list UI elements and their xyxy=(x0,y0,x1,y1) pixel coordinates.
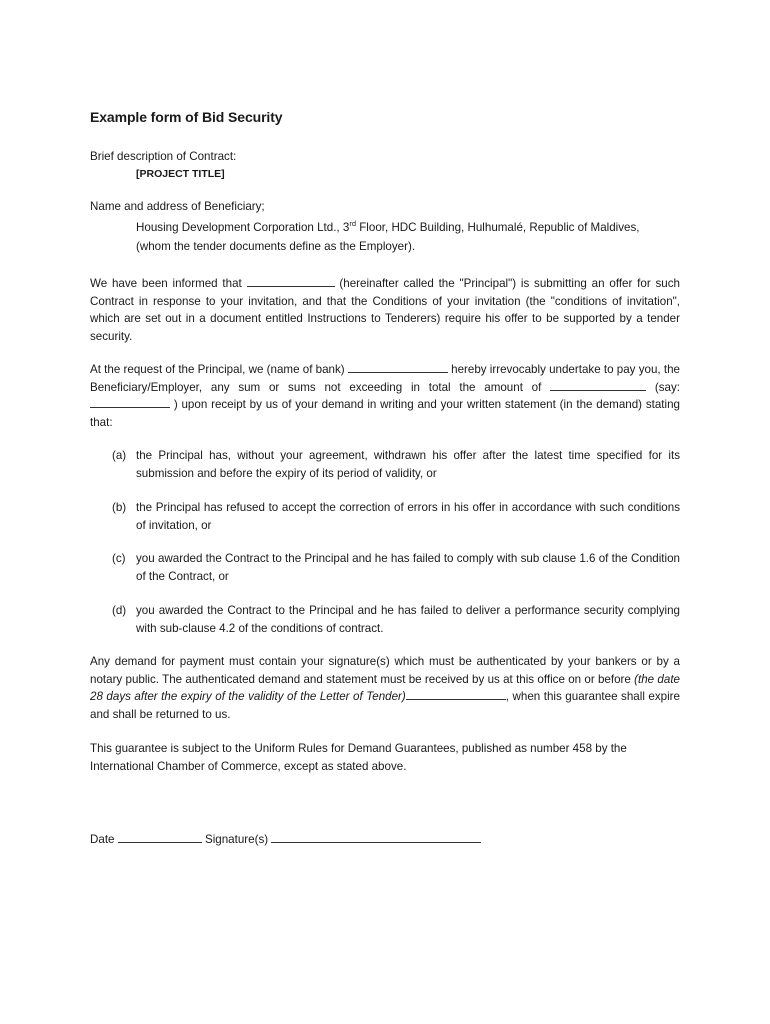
list-item-text: you awarded the Contract to the Principal and he has failed to comply with sub clause 1.6 of the Condition of the Contract, or xyxy=(136,552,680,583)
list-item-text: the Principal has, without your agreement, withdrawn his offer after the latest time specified for its submission and before the expiry of its period of validity, or xyxy=(136,449,680,480)
signature-label: Signature(s) xyxy=(204,833,269,846)
beneficiary-label: Name and address of Beneficiary; xyxy=(90,200,265,213)
principal-blank xyxy=(247,275,335,287)
contract-description xyxy=(90,148,680,182)
list-item-label: (d) xyxy=(112,604,127,617)
ordinal-suffix: rd xyxy=(349,218,356,228)
list-item-label: (b) xyxy=(112,501,127,514)
amount-blank xyxy=(550,379,646,391)
list-item-label: (c) xyxy=(112,552,126,565)
para3-rest: , when this guarantee shall expire and shall be returned to us. xyxy=(90,690,680,721)
beneficiary-section xyxy=(90,198,680,257)
date-blank[interactable] xyxy=(118,831,202,843)
para2-lead: At the request of the Principal, we (name of bank) xyxy=(90,363,345,376)
list-item-text: the Principal has refused to accept the correction of errors in his offer in accordance with such conditions of invitation, or xyxy=(136,501,680,532)
bank-name-blank xyxy=(348,361,448,373)
para2-mid: hereby irrevocably undertake to pay you, the Beneficiary/Employer, any sum or sums not exceeding in total the amount of xyxy=(90,363,680,394)
project-title: [PROJECT TITLE] xyxy=(136,167,225,180)
beneficiary-line-2: (whom the tender documents define as the Employer). xyxy=(136,240,416,253)
paragraph-urdg: This guarantee is subject to the Uniform Rules for Demand Guarantees, published as number 458 by the International Chamber of Commerce, except as stated above. xyxy=(90,742,627,773)
para3-lead: Any demand for payment must contain your signature(s) which must be authenticated by your bankers or by a notary public. The authenticated demand and statement must be received by us at this office on or before xyxy=(90,655,680,686)
list-item xyxy=(112,447,680,482)
signature-line xyxy=(90,831,680,849)
list-item xyxy=(112,602,680,637)
beneficiary-line-1b: Floor, HDC Building, Hulhumalé, Republic of Maldives, xyxy=(356,220,640,234)
list-item xyxy=(112,550,680,585)
signature-blank[interactable] xyxy=(271,831,481,843)
para1-lead: We have been informed that xyxy=(90,277,242,290)
paragraph-demand xyxy=(90,653,680,723)
expiry-date-blank xyxy=(406,688,506,700)
para3-italic: (the date 28 days after the expiry of the validity of the Letter of Tender) xyxy=(90,672,680,703)
list-item-text: you awarded the Contract to the Principal and he has failed to deliver a performance security complying with sub-clause 4.2 of the conditions of contract. xyxy=(136,604,680,635)
beneficiary-line-1a: Housing Development Corporation Ltd., 3 xyxy=(136,220,350,234)
list-item-label: (a) xyxy=(112,449,127,462)
para2-say: (say: xyxy=(654,380,680,394)
document-title: Example form of Bid Security xyxy=(90,109,283,125)
paragraph-informed xyxy=(90,275,680,345)
contract-label: Brief description of Contract: xyxy=(90,150,237,163)
amount-words-blank xyxy=(90,396,170,408)
date-label: Date xyxy=(90,833,115,846)
para1-rest: (hereinafter called the "Principal") is submitting an offer for such Contract in response to your invitation, and that the Conditions of your invitation (the "conditions of invitation", which are set out in a document entitled Instructions to Tenderers) require his offer to be supported by a tender security. xyxy=(90,277,680,343)
para2-rest: ) upon receipt by us of your demand in writing and your written statement (in the demand) stating that: xyxy=(90,398,680,429)
list-item xyxy=(112,499,680,534)
paragraph-undertaking xyxy=(90,361,680,431)
beneficiary-address xyxy=(90,218,680,257)
